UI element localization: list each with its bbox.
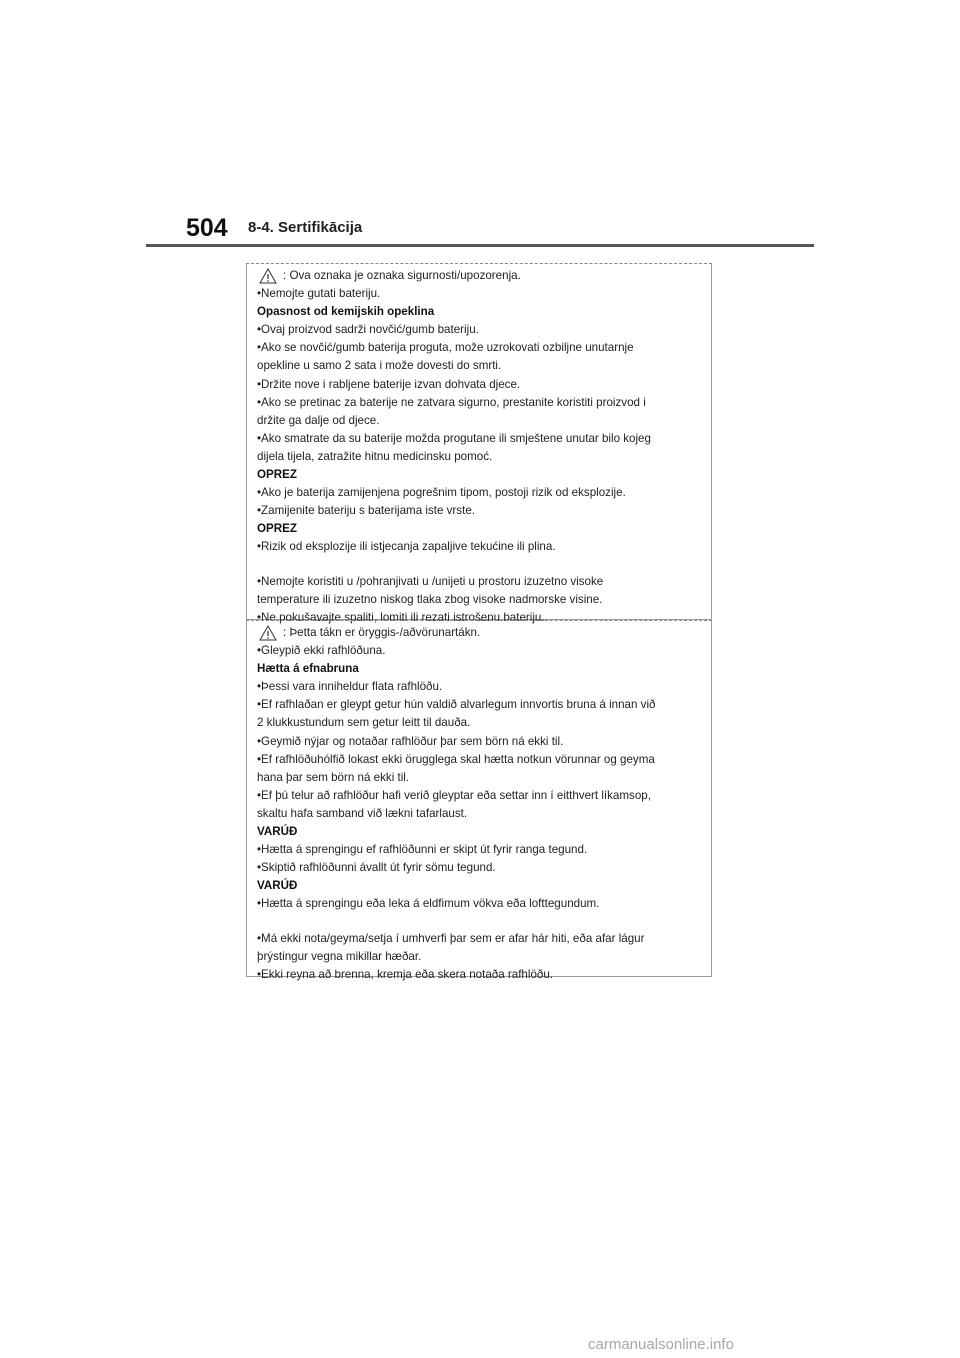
text-line: •Nemojte gutati bateriju. [257, 287, 381, 301]
watermark-text: carmanualsonline.info [588, 1336, 734, 1353]
notice-box-icelandic [246, 620, 712, 981]
text-line: •Ako smatrate da su baterije možda progutane ili smještene unutar bilo kojeg [257, 431, 651, 445]
text-line: •Skiptið rafhlöðunni ávallt út fyrir sömu tegund. [257, 861, 496, 875]
text-line: •Ef þú telur að rafhlöður hafi verið gleyptar eða settar inn í eitthvert líkamsop, [257, 788, 651, 802]
text-line: •Geymið nýjar og notaðar rafhlöður þar sem börn ná ekki til. [257, 734, 564, 748]
text-line: •Gleypið ekki rafhlöðuna. [257, 644, 386, 658]
text-line: •Držite nove i rabljene baterije izvan dohvata djece. [257, 377, 521, 391]
text-line: •Ekki reyna að brenna, kremja eða skera notaða rafhlöðu. [257, 967, 554, 981]
warning-symbol-text: : Þetta tákn er öryggis-/aðvörunartákn. [283, 626, 481, 639]
text-line: temperature ili izuzetno niskog tlaka zbog visoke nadmorske visine. [257, 592, 603, 606]
text-line: 2 klukkustundum sem getur leitt til dauða. [257, 716, 471, 730]
text-line: •Má ekki nota/geyma/setja í umhverfi þar sem er afar hár hiti, eða afar lágur [257, 931, 645, 945]
warning-triangle-icon [259, 268, 277, 284]
warning-symbol-text: : Ova oznaka je oznaka sigurnosti/upozorenja. [283, 269, 521, 282]
text-line: •Ako je baterija zamijenjena pogrešnim tipom, postoji rizik od eksplozije. [257, 486, 626, 500]
text-line: •Ovaj proizvod sadrži novčić/gumb bateriju. [257, 323, 479, 337]
heading-line: Hætta á efnabruna [257, 662, 359, 676]
text-line: •Hætta á sprengingu ef rafhlöðunni er skipt út fyrir ranga tegund. [257, 843, 588, 857]
text-line: •Ako se novčić/gumb baterija proguta, može uzrokovati ozbiljne unutarnje [257, 341, 634, 355]
text-line: •Rizik od eksplozije ili istjecanja zapaljive tekućine ili plina. [257, 540, 556, 554]
text-line: þrýstingur vegna mikillar hæðar. [257, 949, 422, 963]
heading-line: VARÚÐ [257, 825, 298, 839]
warning-row [257, 267, 701, 285]
text-line: •Ne pokušavajte spaliti, lomiti ili rezati istrošenu bateriju. [257, 610, 545, 624]
text-line: •Ef rafhlöðuhólfið lokast ekki örugglega skal hætta notkun vörunnar og geyma [257, 752, 655, 766]
text-line: •Hætta á sprengingu eða leka á eldfimum vökva eða lofttegundum. [257, 897, 600, 911]
text-line: držite ga dalje od djece. [257, 413, 380, 427]
text-line: •Nemojte koristiti u /pohranjivati u /unijeti u prostoru izuzetno visoke [257, 574, 604, 588]
warning-triangle-icon [259, 625, 277, 641]
text-line: •Ako se pretinac za baterije ne zatvara sigurno, prestanite koristiti proizvod i [257, 395, 646, 409]
heading-line: VARÚÐ [257, 879, 298, 893]
heading-line: OPREZ [257, 468, 297, 482]
text-line: skaltu hafa samband við lækni tafarlaust. [257, 806, 468, 820]
text-line: •Ef rafhlaðan er gleypt getur hún valdið alvarlegum innvortis bruna á innan við [257, 698, 656, 712]
text-line: hana þar sem börn ná ekki til. [257, 770, 410, 784]
header-divider [146, 244, 814, 247]
text-line: •Þessi vara inniheldur flata rafhlöðu. [257, 680, 443, 694]
text-line: opekline u samo 2 sata i može dovesti do smrti. [257, 359, 502, 373]
section-title: 8-4. Sertifikācija [248, 219, 363, 236]
text-line: •Zamijenite bateriju s baterijama iste vrste. [257, 504, 475, 518]
heading-line: Opasnost od kemijskih opeklina [257, 305, 435, 319]
warning-row [257, 624, 701, 642]
text-line: dijela tijela, zatražite hitnu medicinsku pomoć. [257, 449, 493, 463]
page-number: 504 [186, 214, 228, 242]
notice-box-croatian [246, 263, 712, 624]
heading-line: OPREZ [257, 522, 297, 536]
